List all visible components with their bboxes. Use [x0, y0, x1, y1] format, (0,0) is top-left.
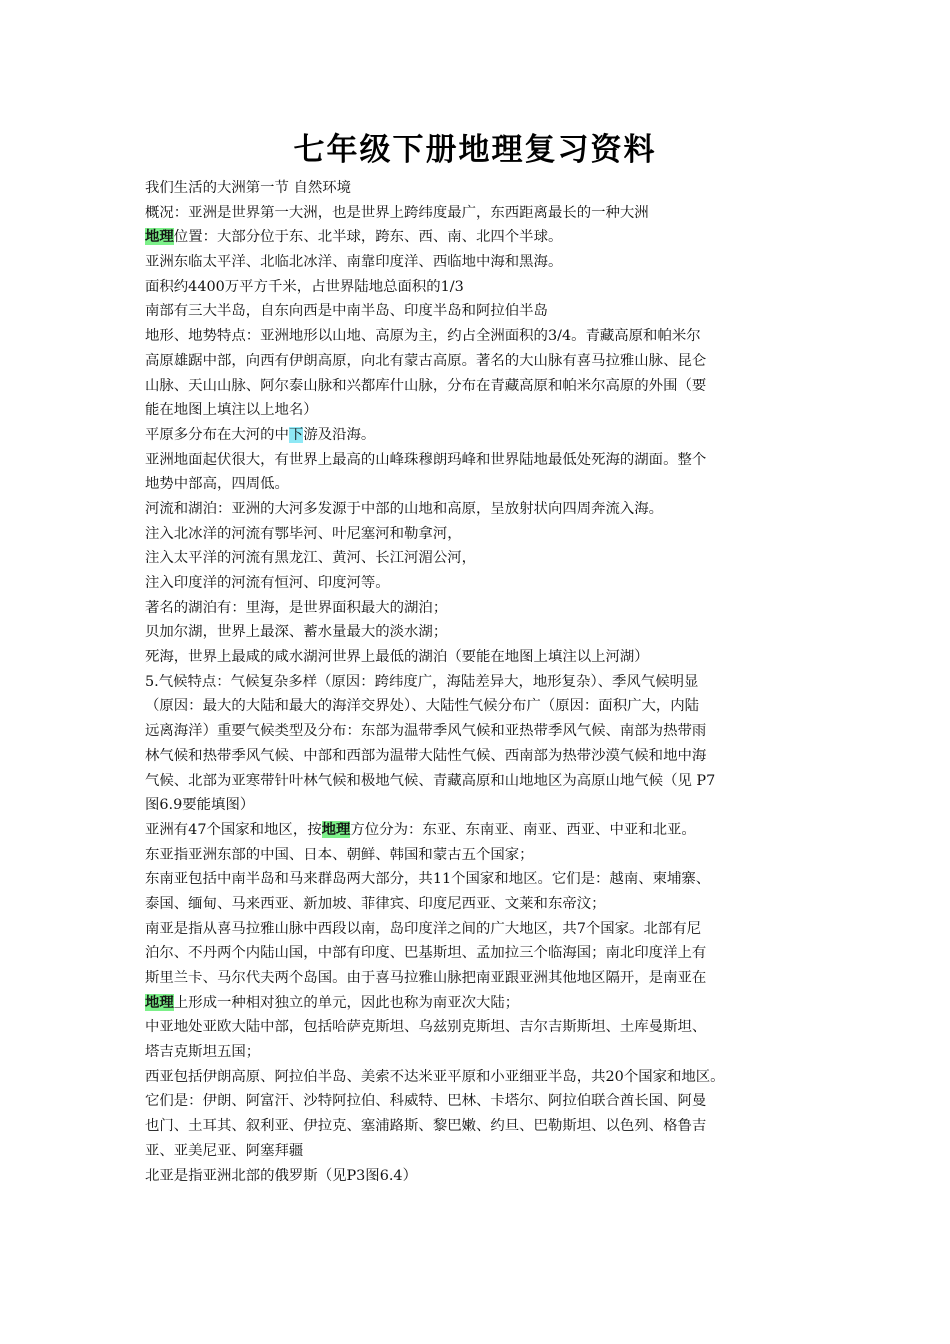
- text-line: [145, 941, 825, 966]
- text-line: [145, 596, 825, 621]
- text-line: [145, 423, 825, 448]
- text-line: [145, 546, 825, 571]
- text-segment: 亚洲地面起伏很大，有世界上最高的山峰珠穆朗玛峰和世界陆地最低处死海的湖面。整个: [145, 451, 707, 468]
- text-segment: 泰国、缅甸、马来西亚、新加坡、菲律宾、印度尼西亚、文莱和东帝汶；: [145, 895, 606, 912]
- text-line: [145, 843, 825, 868]
- text-segment: 能在地图上填注以上地名）: [145, 402, 318, 419]
- text-segment: 著名的湖泊有：里海，是世界面积最大的湖泊；: [145, 599, 448, 616]
- text-segment: 亚洲有47个国家和地区，按: [145, 821, 322, 838]
- text-line: [145, 818, 825, 843]
- text-line: [145, 1139, 825, 1164]
- document-body: [145, 176, 825, 1188]
- highlighted-term: 地理: [145, 993, 174, 1011]
- text-line: [145, 1114, 825, 1139]
- text-segment: 河流和湖泊：亚洲的大河多发源于中部的山地和高原，呈放射状向四周奔流入海。: [145, 500, 664, 517]
- text-line: [145, 793, 825, 818]
- text-line: [145, 522, 825, 547]
- text-line: [145, 324, 825, 349]
- text-segment: 中亚地处亚欧大陆中部，包括哈萨克斯坦、乌兹别克斯坦、吉尔吉斯斯坦、土库曼斯坦、: [145, 1019, 707, 1036]
- text-segment: 地形、地势特点：亚洲地形以山地、高原为主，约占全洲面积的3/4。青藏高原和帕米尔: [145, 328, 701, 345]
- text-segment: 地势中部高，四周低。: [145, 476, 289, 493]
- text-segment: 东亚指亚洲东部的中国、日本、朝鲜、韩国和蒙古五个国家；: [145, 846, 534, 863]
- document-title: 七年级下册地理复习资料: [293, 132, 657, 168]
- text-segment: 斯里兰卡、马尔代夫两个岛国。由于喜马拉雅山脉把南亚跟亚洲其他地区隔开，是南亚在: [145, 970, 707, 986]
- text-segment: 死海，世界上最咸的咸水湖河世界上最低的湖泊（要能在地图上填注以上河湖）: [145, 649, 649, 666]
- text-line: [145, 1089, 825, 1114]
- text-segment: 概况：亚洲是世界第一大洲，也是世界上跨纬度最广，东西距离最长的一种大洲: [145, 204, 649, 221]
- text-segment: 平原多分布在大河的中: [145, 426, 289, 443]
- text-line: [145, 694, 825, 719]
- text-line: [145, 571, 825, 596]
- text-line: [145, 1164, 825, 1189]
- text-line: [145, 349, 825, 374]
- text-segment: 注入太平洋的河流有黑龙江、黄河、长江河湄公河，: [145, 550, 476, 567]
- text-segment: 远离海洋）重要气候类型及分布：东部为温带季风气候和亚热带季风气候、南部为热带雨: [145, 723, 707, 740]
- text-segment: 东南亚包括中南半岛和马来群岛两大部分，共11个国家和地区。它们是：越南、柬埔寨、: [145, 871, 711, 888]
- highlighted-term: 地理: [145, 228, 174, 246]
- text-segment: 北亚是指亚洲北部的俄罗斯（见P3图6.4）: [145, 1167, 417, 1184]
- text-segment: 面积约4400万平方千米，占世界陆地总面积的1/3: [145, 278, 464, 295]
- text-line: [145, 867, 825, 892]
- text-segment: 高原雄踞中部，向西有伊朗高原，向北有蒙古高原。著名的大山脉有喜马拉雅山脉、昆仑: [145, 352, 707, 369]
- text-segment: 它们是：伊朗、阿富汗、沙特阿拉伯、科威特、巴林、卡塔尔、阿拉伯联合酋长国、阿曼: [145, 1093, 707, 1110]
- text-line: [145, 917, 825, 942]
- text-line: [145, 991, 825, 1016]
- text-segment: 泊尔、不丹两个内陆山国，中部有印度、巴基斯坦、孟加拉三个临海国；南北印度洋上有: [145, 945, 707, 962]
- text-line: [145, 1015, 825, 1040]
- text-line: [145, 1065, 825, 1090]
- text-line: [145, 374, 825, 399]
- text-segment: 贝加尔湖，世界上最深、蓄水量最大的淡水湖；: [145, 624, 448, 641]
- text-segment: 亚、亚美尼亚、阿塞拜疆: [145, 1142, 304, 1159]
- text-line: [145, 275, 825, 300]
- text-segment: 南部有三大半岛，自东向西是中南半岛、印度半岛和阿拉伯半岛: [145, 303, 548, 320]
- text-line: [145, 719, 825, 744]
- text-segment: 游及沿海。: [303, 426, 376, 443]
- text-line: [145, 250, 825, 275]
- text-segment: 方位分为：东亚、东南亚、南亚、西亚、中亚和北亚。: [350, 821, 696, 838]
- text-segment: 也门、土耳其、叙利亚、伊拉克、塞浦路斯、黎巴嫩、约旦、巴勒斯坦、以色列、格鲁吉: [145, 1118, 707, 1135]
- text-line: [145, 1040, 825, 1065]
- text-segment: 山脉、天山山脉、阿尔泰山脉和兴都库什山脉，分布在青藏高原和帕米尔高原的外围（要: [145, 377, 707, 394]
- text-segment: 塔吉克斯坦五国；: [145, 1044, 261, 1061]
- text-line: [145, 497, 825, 522]
- text-segment: 上形成一种相对独立的单元，因此也称为南亚次大陆；: [173, 994, 520, 1011]
- text-segment: 气候、北部为亚寒带针叶林气候和极地气候、青藏高原和山地地区为高原山地气候（见 P7: [145, 772, 716, 789]
- text-segment: 南亚是指从喜马拉雅山脉中西段以南，岛印度洋之间的广大地区，共7个国家。北部有尼: [145, 920, 702, 937]
- text-segment: 亚洲东临太平洋、北临北冰洋、南靠印度洋、西临地中海和黑海。: [145, 254, 563, 271]
- highlighted-character: 下: [288, 426, 304, 443]
- text-segment: （原因：最大的大陆和最大的海洋交界处）、大陆性气候分布广（原因：面积广大，内陆: [145, 698, 700, 715]
- text-line: [145, 670, 825, 695]
- text-line: [145, 472, 825, 497]
- text-line: [145, 398, 825, 423]
- highlighted-term: 地理: [321, 820, 351, 838]
- text-line: [145, 744, 825, 769]
- text-segment: 图6.9要能填图）: [145, 797, 255, 814]
- text-line: [145, 645, 825, 670]
- text-line: [145, 225, 825, 250]
- text-segment: 我们生活的大洲第一节 自然环境: [145, 180, 352, 196]
- text-segment: 位置：大部分位于东、北半球，跨东、西、南、北四个半球。: [173, 229, 563, 246]
- text-line: [145, 448, 825, 473]
- text-line: [145, 892, 825, 917]
- text-line: [145, 201, 825, 226]
- text-line: [145, 299, 825, 324]
- text-line: [145, 769, 825, 794]
- text-line: [145, 176, 825, 201]
- text-segment: 5.气候特点：气候复杂多样（原因：跨纬度广，海陆差异大，地形复杂）、季风气候明显: [145, 673, 699, 690]
- text-line: [145, 966, 825, 991]
- text-line: [145, 620, 825, 645]
- text-segment: 林气候和热带季风气候、中部和西部为温带大陆性气候、西南部为热带沙漠气候和地中海: [145, 747, 707, 764]
- text-segment: 注入印度洋的河流有恒河、印度河等。: [145, 575, 390, 591]
- text-segment: 注入北冰洋的河流有鄂毕河、叶尼塞河和勒拿河，: [145, 525, 462, 542]
- text-segment: 西亚包括伊朗高原、阿拉伯半岛、美索不达米亚平原和小亚细亚半岛，共20个国家和地区。: [145, 1068, 725, 1085]
